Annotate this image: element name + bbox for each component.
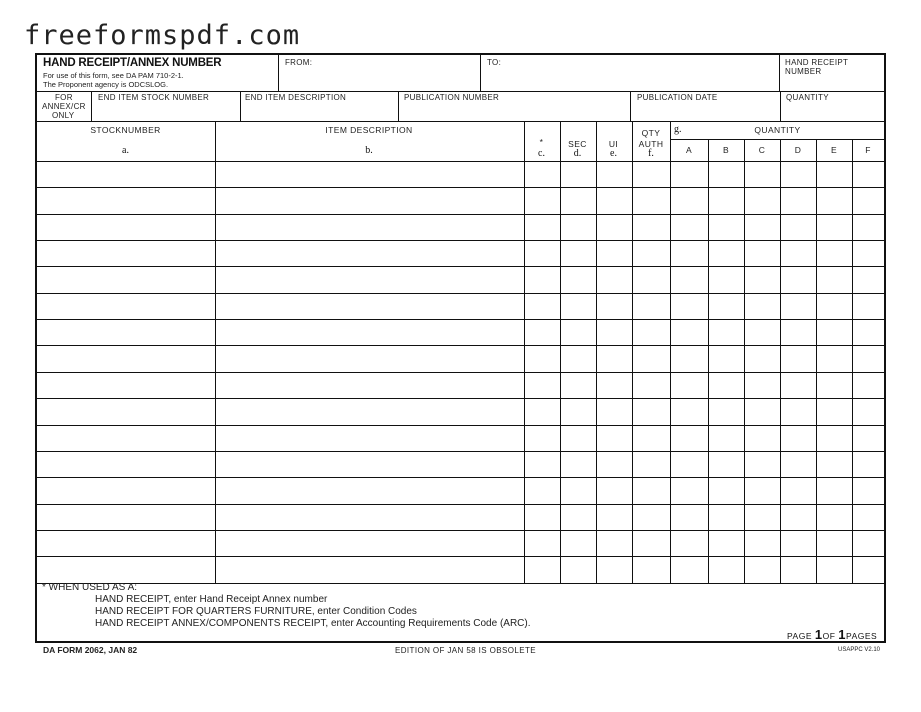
cell-qty-c[interactable] <box>744 425 780 451</box>
cell-ui[interactable] <box>596 451 632 477</box>
cell-stock-number[interactable] <box>37 530 215 556</box>
cell-qty-e[interactable] <box>816 504 852 530</box>
cell-ui[interactable] <box>596 372 632 398</box>
cell-ui[interactable] <box>596 530 632 556</box>
quantity-label: QUANTITY <box>786 93 829 102</box>
cell-qty-b[interactable] <box>708 398 744 424</box>
cell-qty-a[interactable] <box>670 398 708 424</box>
when-used-note: * WHEN USED AS A: <box>42 582 138 593</box>
table-row <box>37 451 884 477</box>
cell-qty-d[interactable] <box>780 477 816 503</box>
cell-ui[interactable] <box>596 345 632 371</box>
cell-qty-a[interactable] <box>670 187 708 213</box>
col-quantity-b: B <box>722 145 730 155</box>
cell-qty-c[interactable] <box>744 345 780 371</box>
cell-sec[interactable] <box>560 477 596 503</box>
cell-qty-f[interactable] <box>852 187 884 213</box>
cell-stock-number[interactable] <box>37 293 215 319</box>
cell-item-description[interactable] <box>215 425 524 451</box>
cell-qty-e[interactable] <box>816 214 852 240</box>
cell-qty-auth[interactable] <box>632 187 670 213</box>
cell-qty-auth[interactable] <box>632 266 670 292</box>
col-qty-2: AUTH <box>638 139 664 149</box>
cell-qty-b[interactable] <box>708 293 744 319</box>
table-row <box>37 372 884 398</box>
cell-sec[interactable] <box>560 187 596 213</box>
cell-qty-e[interactable] <box>816 161 852 187</box>
cell-qty-a[interactable] <box>670 345 708 371</box>
cell-qty-f[interactable] <box>852 345 884 371</box>
cell-qty-e[interactable] <box>816 451 852 477</box>
col-quantity-d: D <box>794 145 802 155</box>
cell-qty-auth[interactable] <box>632 345 670 371</box>
table-row <box>37 161 884 187</box>
table-row <box>37 240 884 266</box>
cell-qty-b[interactable] <box>708 240 744 266</box>
cell-sec[interactable] <box>560 266 596 292</box>
cell-qty-b[interactable] <box>708 425 744 451</box>
cell-qty-b[interactable] <box>708 451 744 477</box>
cell-qty-b[interactable] <box>708 161 744 187</box>
proponent-note: The Proponent agency is ODCSLOG. <box>43 80 169 89</box>
cell-qty-f[interactable] <box>852 530 884 556</box>
cell-star[interactable] <box>524 504 560 530</box>
use-note: For use of this form, see DA PAM 710-2-1. <box>43 71 184 80</box>
cell-qty-auth[interactable] <box>632 161 670 187</box>
cell-item-description[interactable] <box>215 372 524 398</box>
cell-qty-c[interactable] <box>744 266 780 292</box>
cell-qty-b[interactable] <box>708 319 744 345</box>
cell-qty-f[interactable] <box>852 477 884 503</box>
hand-receipt-number-field[interactable] <box>780 55 884 91</box>
cell-qty-d[interactable] <box>780 319 816 345</box>
cell-ui[interactable] <box>596 319 632 345</box>
cell-stock-number[interactable] <box>37 504 215 530</box>
cell-qty-d[interactable] <box>780 266 816 292</box>
from-field[interactable] <box>279 55 480 91</box>
cell-stock-number[interactable] <box>37 161 215 187</box>
cell-stock-number[interactable] <box>37 345 215 371</box>
pub-date-field[interactable] <box>631 92 780 121</box>
cell-sec[interactable] <box>560 293 596 319</box>
cell-item-description[interactable] <box>215 266 524 292</box>
cell-item-description[interactable] <box>215 214 524 240</box>
page-word: PAGE <box>787 631 812 641</box>
table-row <box>37 477 884 503</box>
cell-qty-f[interactable] <box>852 556 884 582</box>
cell-qty-f[interactable] <box>852 319 884 345</box>
cell-qty-c[interactable] <box>744 372 780 398</box>
cell-qty-c[interactable] <box>744 556 780 582</box>
cell-qty-f[interactable] <box>852 504 884 530</box>
cell-qty-d[interactable] <box>780 372 816 398</box>
pub-number-field[interactable] <box>399 92 630 121</box>
cell-qty-b[interactable] <box>708 214 744 240</box>
cell-qty-f[interactable] <box>852 240 884 266</box>
cell-qty-f[interactable] <box>852 451 884 477</box>
cell-qty-d[interactable] <box>780 214 816 240</box>
page-total[interactable]: 1 <box>838 627 847 642</box>
table-row <box>37 319 884 345</box>
cell-qty-auth[interactable] <box>632 530 670 556</box>
col-quantity: QUANTITY <box>754 125 801 135</box>
cell-qty-d[interactable] <box>780 161 816 187</box>
col-letter-g: g. <box>674 124 682 135</box>
cell-qty-auth[interactable] <box>632 451 670 477</box>
col-letter-e: e. <box>610 148 617 159</box>
cell-item-description[interactable] <box>215 187 524 213</box>
cell-qty-b[interactable] <box>708 345 744 371</box>
cell-qty-c[interactable] <box>744 477 780 503</box>
cell-sec[interactable] <box>560 530 596 556</box>
cell-qty-d[interactable] <box>780 425 816 451</box>
cell-qty-auth[interactable] <box>632 240 670 266</box>
cell-item-description[interactable] <box>215 556 524 582</box>
cell-star[interactable] <box>524 556 560 582</box>
cell-qty-d[interactable] <box>780 398 816 424</box>
pub-number-label: PUBLICATION NUMBER <box>404 93 500 102</box>
cell-stock-number[interactable] <box>37 477 215 503</box>
cell-sec[interactable] <box>560 161 596 187</box>
to-label: TO: <box>487 58 502 67</box>
cell-qty-f[interactable] <box>852 293 884 319</box>
cell-qty-e[interactable] <box>816 240 852 266</box>
cell-sec[interactable] <box>560 240 596 266</box>
cell-ui[interactable] <box>596 161 632 187</box>
cell-qty-c[interactable] <box>744 293 780 319</box>
cell-qty-e[interactable] <box>816 266 852 292</box>
from-label: FROM: <box>285 58 313 67</box>
table-row <box>37 398 884 424</box>
to-field[interactable] <box>481 55 779 91</box>
cell-qty-d[interactable] <box>780 556 816 582</box>
for-label-2: ANNEX/CR <box>42 102 86 111</box>
cell-item-description[interactable] <box>215 477 524 503</box>
pages-word: PAGES <box>846 631 878 641</box>
cell-star[interactable] <box>524 451 560 477</box>
for-label-3: ONLY <box>52 111 75 120</box>
cell-star[interactable] <box>524 319 560 345</box>
cell-qty-d[interactable] <box>780 293 816 319</box>
col-quantity-c: C <box>758 145 766 155</box>
col-letter-a: a. <box>122 145 129 156</box>
cell-star[interactable] <box>524 161 560 187</box>
quantity-field[interactable] <box>781 92 884 121</box>
cell-qty-a[interactable] <box>670 530 708 556</box>
cell-stock-number[interactable] <box>37 556 215 582</box>
cell-item-description[interactable] <box>215 319 524 345</box>
cell-qty-a[interactable] <box>670 319 708 345</box>
cell-sec[interactable] <box>560 214 596 240</box>
cell-qty-b[interactable] <box>708 477 744 503</box>
cell-item-description[interactable] <box>215 240 524 266</box>
cell-ui[interactable] <box>596 214 632 240</box>
cell-qty-auth[interactable] <box>632 319 670 345</box>
cell-qty-a[interactable] <box>670 504 708 530</box>
cell-ui[interactable] <box>596 556 632 582</box>
cell-qty-c[interactable] <box>744 161 780 187</box>
cell-item-description[interactable] <box>215 504 524 530</box>
table-row <box>37 266 884 292</box>
version-note: USAPPC V2.10 <box>838 647 881 653</box>
footer-line-2: HAND RECEIPT FOR QUARTERS FURNITURE, enter Condition Codes <box>95 606 417 617</box>
cell-star[interactable] <box>524 372 560 398</box>
table-row <box>37 345 884 371</box>
table-row <box>37 530 884 556</box>
col-quantity-a: A <box>685 145 693 155</box>
edition-note: EDITION OF JAN 58 IS OBSOLETE <box>395 646 536 655</box>
cell-star[interactable] <box>524 266 560 292</box>
of-word: OF <box>822 631 836 641</box>
col-letter-d: d. <box>573 148 582 159</box>
cell-qty-e[interactable] <box>816 477 852 503</box>
cell-qty-e[interactable] <box>816 530 852 556</box>
col-item-description: ITEM DESCRIPTION <box>325 125 413 135</box>
cell-ui[interactable] <box>596 266 632 292</box>
table-row <box>37 425 884 451</box>
cell-qty-c[interactable] <box>744 240 780 266</box>
col-quantity-e: E <box>830 145 838 155</box>
cell-stock-number[interactable] <box>37 319 215 345</box>
hr-number-label-1: HAND RECEIPT <box>785 58 849 67</box>
cell-qty-f[interactable] <box>852 214 884 240</box>
cell-qty-d[interactable] <box>780 345 816 371</box>
cell-qty-auth[interactable] <box>632 398 670 424</box>
cell-ui[interactable] <box>596 425 632 451</box>
pub-date-label: PUBLICATION DATE <box>637 93 718 102</box>
cell-qty-b[interactable] <box>708 530 744 556</box>
cell-qty-a[interactable] <box>670 240 708 266</box>
col-sec: SEC <box>568 139 587 149</box>
col-stock-number: STOCKNUMBER <box>90 125 161 135</box>
col-quantity-f: F <box>865 145 871 155</box>
col-ui: UI <box>608 139 619 149</box>
cell-qty-auth[interactable] <box>632 372 670 398</box>
cell-qty-e[interactable] <box>816 556 852 582</box>
hr-number-label-2: NUMBER <box>785 67 822 76</box>
cell-qty-c[interactable] <box>744 451 780 477</box>
cell-star[interactable] <box>524 530 560 556</box>
cell-qty-e[interactable] <box>816 345 852 371</box>
col-letter-b: b. <box>365 145 373 156</box>
table-row <box>37 504 884 530</box>
cell-qty-auth[interactable] <box>632 477 670 503</box>
table-row <box>37 293 884 319</box>
end-item-stock-field[interactable] <box>92 92 240 121</box>
cell-qty-e[interactable] <box>816 319 852 345</box>
cell-qty-auth[interactable] <box>632 504 670 530</box>
cell-item-description[interactable] <box>215 398 524 424</box>
cell-qty-a[interactable] <box>670 477 708 503</box>
cell-stock-number[interactable] <box>37 240 215 266</box>
cell-qty-c[interactable] <box>744 504 780 530</box>
end-item-stock-label: END ITEM STOCK NUMBER <box>98 93 210 102</box>
cell-qty-e[interactable] <box>816 187 852 213</box>
cell-qty-a[interactable] <box>670 266 708 292</box>
cell-item-description[interactable] <box>215 161 524 187</box>
cell-qty-auth[interactable] <box>632 556 670 582</box>
cell-item-description[interactable] <box>215 345 524 371</box>
table-row <box>37 187 884 213</box>
cell-qty-f[interactable] <box>852 161 884 187</box>
col-letter-c: c. <box>538 148 545 159</box>
cell-qty-e[interactable] <box>816 293 852 319</box>
col-letter-f: f. <box>648 148 654 159</box>
cell-qty-d[interactable] <box>780 504 816 530</box>
cell-sec[interactable] <box>560 451 596 477</box>
col-star: * <box>539 137 544 147</box>
page-number[interactable]: 1 <box>814 627 823 642</box>
cell-star[interactable] <box>524 293 560 319</box>
cell-qty-e[interactable] <box>816 425 852 451</box>
cell-qty-c[interactable] <box>744 214 780 240</box>
cell-star[interactable] <box>524 345 560 371</box>
cell-ui[interactable] <box>596 504 632 530</box>
table-row <box>37 556 884 582</box>
cell-qty-c[interactable] <box>744 398 780 424</box>
cell-ui[interactable] <box>596 477 632 503</box>
cell-qty-a[interactable] <box>670 556 708 582</box>
footer-line-1: HAND RECEIPT, enter Hand Receipt Annex number <box>95 594 328 605</box>
cell-stock-number[interactable] <box>37 266 215 292</box>
cell-item-description[interactable] <box>215 451 524 477</box>
form-title: HAND RECEIPT/ANNEX NUMBER <box>43 57 222 69</box>
cell-qty-c[interactable] <box>744 530 780 556</box>
footer-line-3: HAND RECEIPT ANNEX/COMPONENTS RECEIPT, enter Accounting Requirements Code (ARC). <box>95 618 531 629</box>
for-label-1: FOR <box>55 93 73 102</box>
cell-stock-number[interactable] <box>37 425 215 451</box>
cell-qty-b[interactable] <box>708 556 744 582</box>
cell-sec[interactable] <box>560 372 596 398</box>
cell-ui[interactable] <box>596 398 632 424</box>
cell-qty-f[interactable] <box>852 372 884 398</box>
cell-qty-d[interactable] <box>780 187 816 213</box>
cell-qty-a[interactable] <box>670 214 708 240</box>
cell-qty-auth[interactable] <box>632 425 670 451</box>
cell-qty-auth[interactable] <box>632 214 670 240</box>
cell-qty-c[interactable] <box>744 319 780 345</box>
cell-star[interactable] <box>524 214 560 240</box>
cell-qty-b[interactable] <box>708 266 744 292</box>
cell-qty-d[interactable] <box>780 240 816 266</box>
cell-star[interactable] <box>524 187 560 213</box>
cell-qty-b[interactable] <box>708 372 744 398</box>
table-row <box>37 214 884 240</box>
cell-qty-a[interactable] <box>670 451 708 477</box>
cell-qty-f[interactable] <box>852 425 884 451</box>
cell-sec[interactable] <box>560 504 596 530</box>
cell-qty-a[interactable] <box>670 372 708 398</box>
cell-sec[interactable] <box>560 398 596 424</box>
cell-qty-a[interactable] <box>670 293 708 319</box>
cell-star[interactable] <box>524 398 560 424</box>
cell-qty-f[interactable] <box>852 398 884 424</box>
cell-qty-a[interactable] <box>670 425 708 451</box>
watermark-text: freeformspdf.com <box>24 20 301 51</box>
cell-sec[interactable] <box>560 556 596 582</box>
cell-ui[interactable] <box>596 240 632 266</box>
cell-sec[interactable] <box>560 345 596 371</box>
cell-qty-auth[interactable] <box>632 293 670 319</box>
cell-ui[interactable] <box>596 293 632 319</box>
end-item-desc-label: END ITEM DESCRIPTION <box>245 93 347 102</box>
end-item-desc-field[interactable] <box>241 92 398 121</box>
form-id: DA FORM 2062, JAN 82 <box>43 645 138 655</box>
cell-qty-e[interactable] <box>816 398 852 424</box>
cell-qty-b[interactable] <box>708 187 744 213</box>
cell-qty-d[interactable] <box>780 530 816 556</box>
col-qty-1: QTY <box>641 128 661 138</box>
cell-qty-b[interactable] <box>708 504 744 530</box>
cell-qty-c[interactable] <box>744 187 780 213</box>
cell-stock-number[interactable] <box>37 214 215 240</box>
cell-qty-f[interactable] <box>852 266 884 292</box>
cell-sec[interactable] <box>560 319 596 345</box>
cell-stock-number[interactable] <box>37 372 215 398</box>
cell-star[interactable] <box>524 477 560 503</box>
cell-item-description[interactable] <box>215 293 524 319</box>
cell-stock-number[interactable] <box>37 451 215 477</box>
page-indicator <box>787 627 877 642</box>
cell-qty-e[interactable] <box>816 372 852 398</box>
cell-ui[interactable] <box>596 187 632 213</box>
hand-receipt-form <box>35 53 886 643</box>
cell-stock-number[interactable] <box>37 187 215 213</box>
cell-stock-number[interactable] <box>37 398 215 424</box>
cell-qty-a[interactable] <box>670 161 708 187</box>
cell-item-description[interactable] <box>215 530 524 556</box>
cell-qty-d[interactable] <box>780 451 816 477</box>
cell-star[interactable] <box>524 425 560 451</box>
cell-sec[interactable] <box>560 425 596 451</box>
cell-star[interactable] <box>524 240 560 266</box>
